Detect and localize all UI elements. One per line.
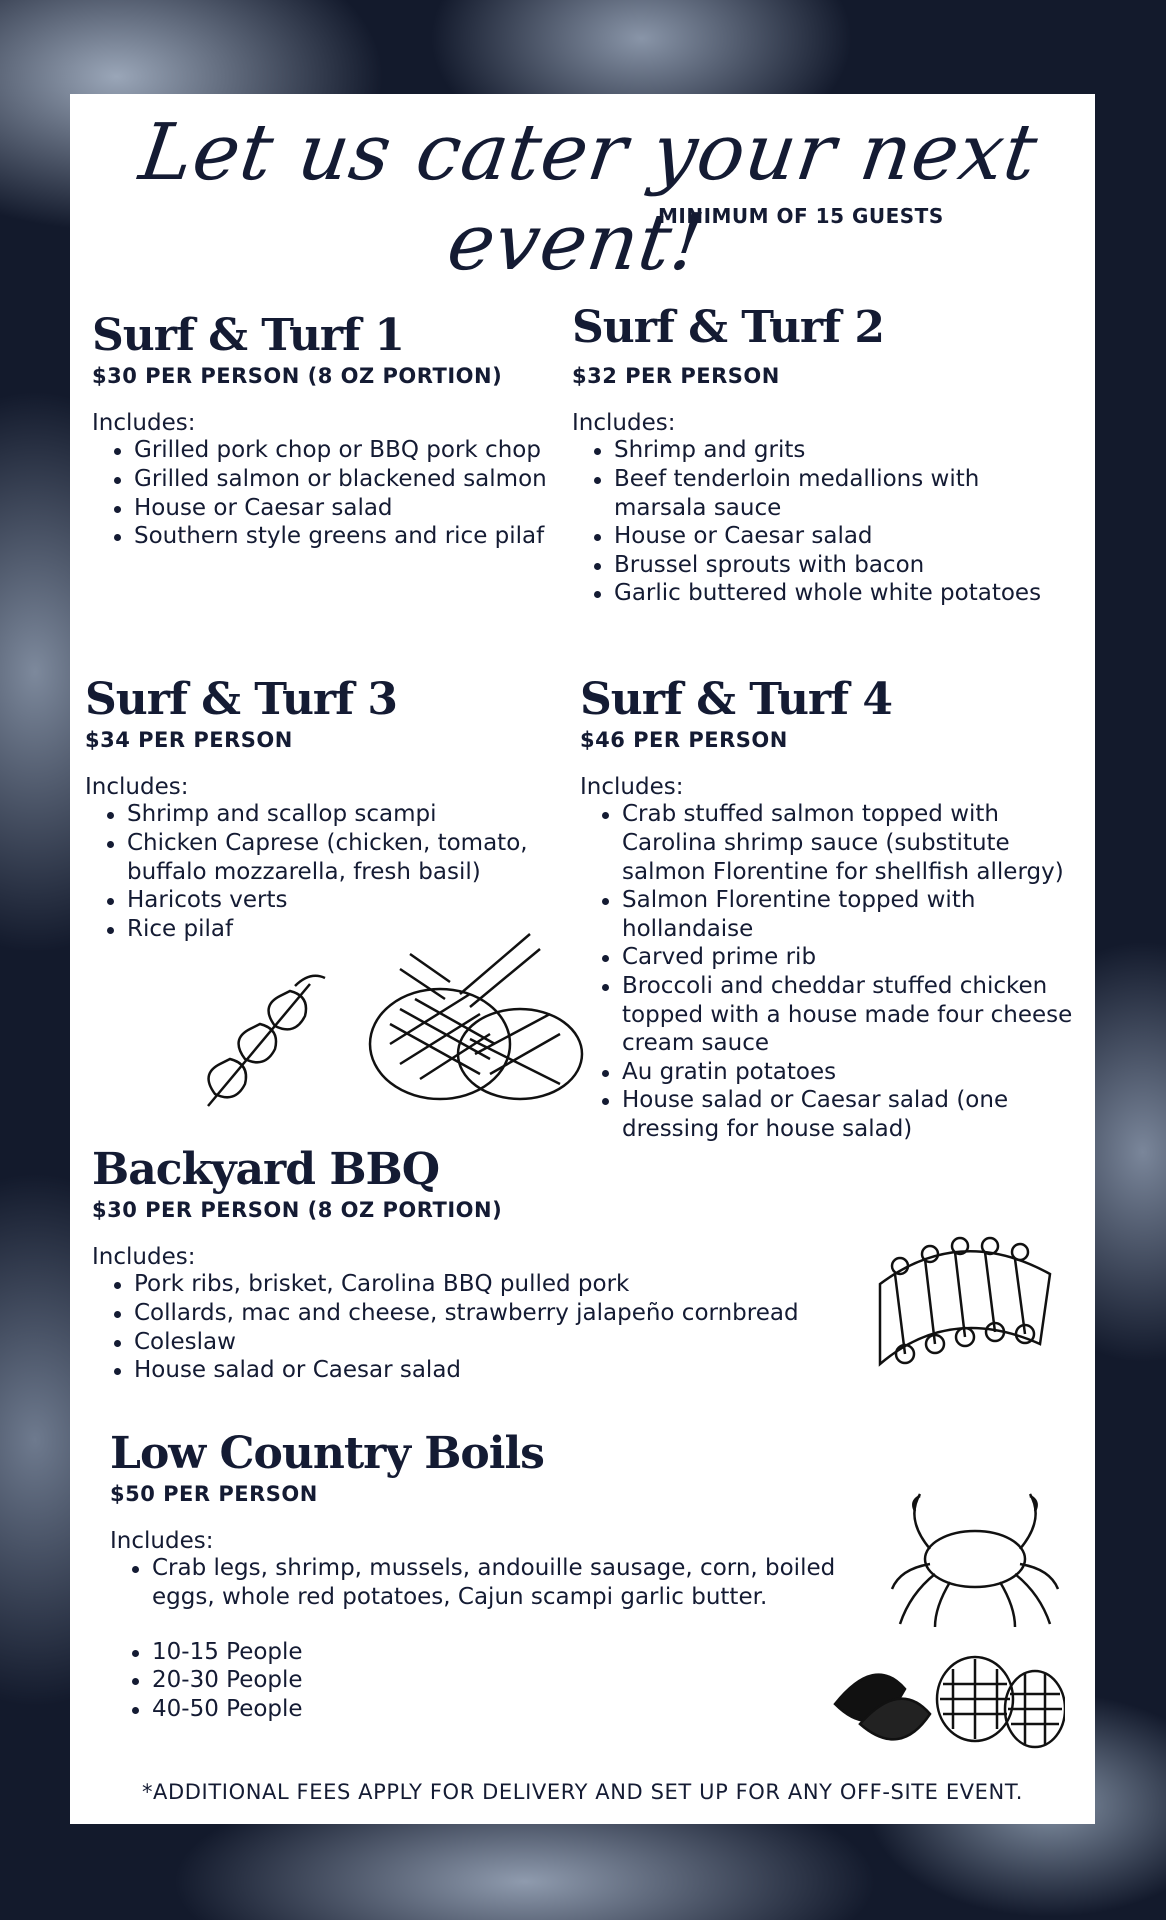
surf-turf-1-items xyxy=(110,436,572,550)
list-item: House or Caesar salad xyxy=(110,494,572,523)
headline: Let us cater your next event! xyxy=(134,108,1044,288)
list-item: Broccoli and cheddar stuffed chicken topped with a house made four cheese cream sauce xyxy=(598,972,1092,1058)
list-item: Chicken Caprese (chicken, tomato, buffalo mozzarella, fresh basil) xyxy=(103,829,565,886)
surf-turf-1-title: Surf & Turf 1 xyxy=(92,310,404,361)
low-country-section xyxy=(110,1430,870,1723)
list-item: Southern style greens and rice pilaf xyxy=(110,522,572,551)
list-item: Grilled pork chop or BBQ pork chop xyxy=(110,436,572,465)
surf-turf-3-includes-label: Includes: xyxy=(85,774,189,801)
ribs-illustration xyxy=(860,1214,1060,1374)
backyard-bbq-includes-label: Includes: xyxy=(92,1244,196,1271)
list-item: House salad or Caesar salad xyxy=(110,1356,872,1385)
list-item: Garlic buttered whole white potatoes xyxy=(590,579,1072,608)
list-item: Rice pilaf xyxy=(103,915,565,944)
surf-turf-1-includes-label: Includes: xyxy=(92,410,196,437)
list-item: House salad or Caesar salad (one dressing for house salad) xyxy=(598,1086,1092,1143)
list-item: Carved prime rib xyxy=(598,943,1092,972)
list-item: Haricots verts xyxy=(103,886,565,915)
backyard-bbq-section xyxy=(92,1146,872,1385)
shrimp-steak-illustration xyxy=(200,914,630,1114)
list-item: Pork ribs, brisket, Carolina BBQ pulled pork xyxy=(110,1270,872,1299)
backyard-bbq-title: Backyard BBQ xyxy=(92,1144,440,1195)
surf-turf-3-section xyxy=(85,676,565,943)
list-item: Salmon Florentine topped with hollandaise xyxy=(598,886,1092,943)
low-country-price: $50 PER PERSON xyxy=(110,1482,318,1507)
list-item: House or Caesar salad xyxy=(590,522,1072,551)
surf-turf-1-price: $30 PER PERSON (8 OZ PORTION) xyxy=(92,364,503,389)
surf-turf-2-items xyxy=(590,436,1072,608)
surf-turf-4-items xyxy=(598,800,1092,1143)
minimum-guests-note: MINIMUM OF 15 GUESTS xyxy=(658,204,944,228)
backyard-bbq-items xyxy=(110,1270,872,1384)
list-item: Shrimp and scallop scampi xyxy=(103,800,565,829)
list-item: Collards, mac and cheese, strawberry jalapeño cornbread xyxy=(110,1299,872,1328)
crab-illustration xyxy=(890,1484,1060,1634)
low-country-title: Low Country Boils xyxy=(110,1428,544,1479)
low-country-sizes xyxy=(128,1638,870,1724)
list-item: Crab legs, shrimp, mussels, andouille sausage, corn, boiled eggs, whole red potatoes, Cajun scampi garlic butter. xyxy=(128,1554,870,1611)
menu-card xyxy=(70,94,1095,1824)
low-country-items xyxy=(128,1554,870,1611)
list-item: Beef tenderloin medallions with marsala sauce xyxy=(590,465,1072,522)
surf-turf-1-section xyxy=(92,312,572,551)
delivery-fee-note: *ADDITIONAL FEES APPLY FOR DELIVERY AND SET UP FOR ANY OFF-SITE EVENT. xyxy=(141,1780,1024,1804)
backyard-bbq-price: $30 PER PERSON (8 OZ PORTION) xyxy=(92,1198,503,1223)
surf-turf-3-price: $34 PER PERSON xyxy=(85,728,293,753)
surf-turf-4-title: Surf & Turf 4 xyxy=(580,674,892,725)
surf-turf-4-includes-label: Includes: xyxy=(580,774,684,801)
list-item: 10-15 People xyxy=(128,1638,870,1667)
surf-turf-2-price: $32 PER PERSON xyxy=(572,364,780,389)
surf-turf-2-includes-label: Includes: xyxy=(572,410,676,437)
list-item: Shrimp and grits xyxy=(590,436,1072,465)
list-item: 40-50 People xyxy=(128,1695,870,1724)
list-item: 20-30 People xyxy=(128,1666,870,1695)
surf-turf-4-price: $46 PER PERSON xyxy=(580,728,788,753)
surf-turf-4-section xyxy=(580,676,1092,1144)
surf-turf-3-title: Surf & Turf 3 xyxy=(85,674,397,725)
mussels-corn-illustration xyxy=(825,1644,1065,1754)
list-item: Grilled salmon or blackened salmon xyxy=(110,465,572,494)
list-item: Brussel sprouts with bacon xyxy=(590,551,1072,580)
list-item: Au gratin potatoes xyxy=(598,1058,1092,1087)
list-item: Coleslaw xyxy=(110,1328,872,1357)
low-country-includes-label: Includes: xyxy=(110,1528,214,1555)
list-item: Crab stuffed salmon topped with Carolina shrimp sauce (substitute salmon Florentine for shellfish allergy) xyxy=(598,800,1092,886)
surf-turf-2-title: Surf & Turf 2 xyxy=(572,302,884,353)
surf-turf-2-section xyxy=(572,304,1072,608)
